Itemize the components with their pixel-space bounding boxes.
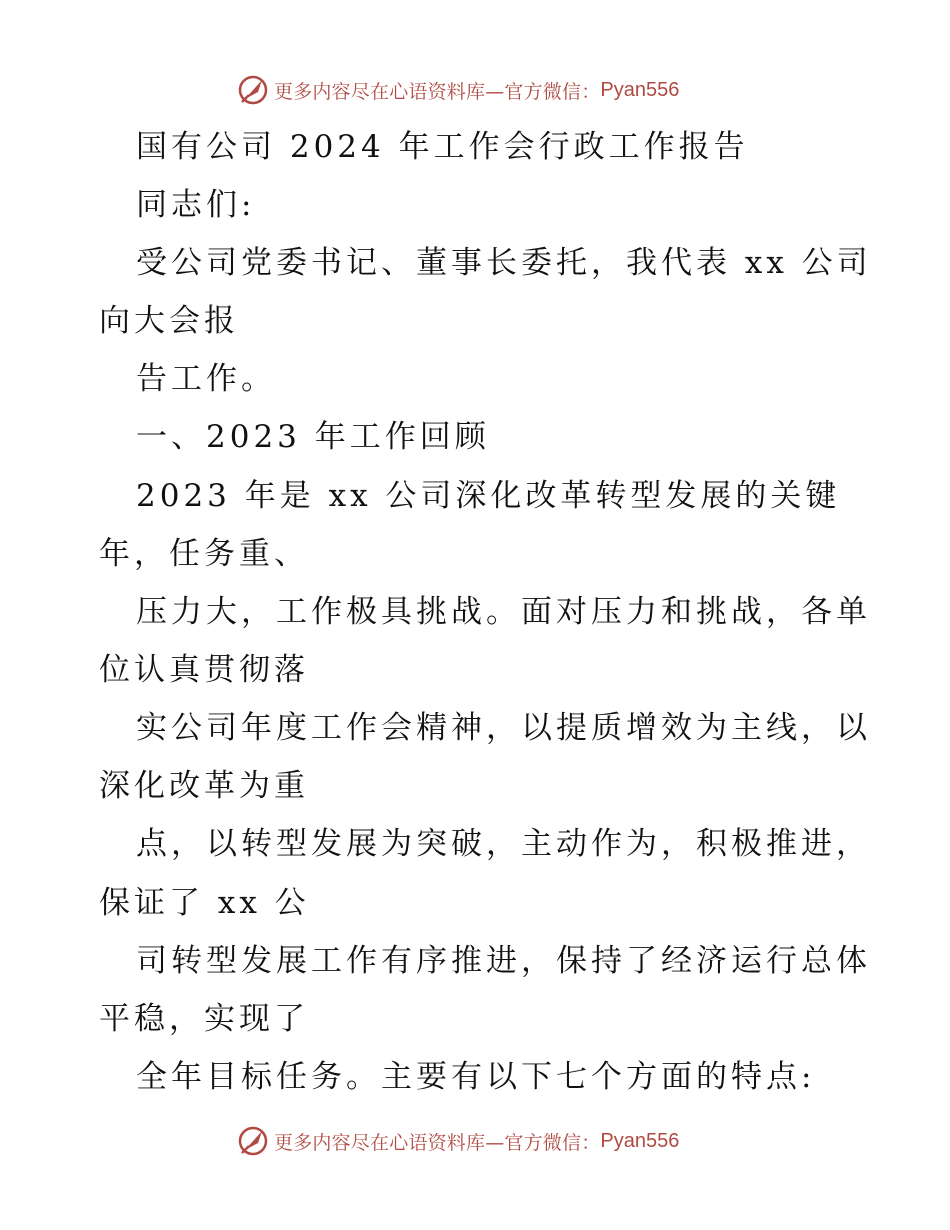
paragraph-line: 压力大，工作极具挑战。面对压力和挑战，各单 <box>136 594 871 630</box>
paragraph-line: 位认真贯彻落 <box>99 652 309 688</box>
paragraph-line: 全年目标任务。主要有以下七个方面的特点: <box>136 1059 816 1095</box>
watermark-footer <box>236 1121 679 1161</box>
watermark-wechat-id: Pyan556 <box>600 78 680 101</box>
paragraph-line: 深化改革为重 <box>99 768 309 804</box>
watermark-wechat-id: Pyan556 <box>600 1129 680 1152</box>
document-title: 国有公司 2024 年工作会行政工作报告 <box>136 129 749 165</box>
quill-logo-icon <box>236 73 270 107</box>
paragraph-line: 年，任务重、 <box>99 536 309 572</box>
paragraph-line: 向大会报 <box>99 303 239 339</box>
paragraph-line: 平稳，实现了 <box>99 1001 309 1037</box>
watermark-header <box>236 70 679 110</box>
paragraph-line: 保证了 xx 公 <box>99 885 310 921</box>
watermark-text: 更多内容尽在心语资料库—官方微信： <box>274 1131 601 1154</box>
paragraph-line: 实公司年度工作会精神，以提质增效为主线，以 <box>136 710 871 746</box>
paragraph-line: 同志们: <box>136 187 256 223</box>
watermark-text: 更多内容尽在心语资料库—官方微信： <box>274 80 601 103</box>
paragraph-line: 司转型发展工作有序推进，保持了经济运行总体 <box>136 943 871 979</box>
section-heading: 一、2023 年工作回顾 <box>136 419 490 455</box>
paragraph-line: 点，以转型发展为突破，主动作为，积极推进， <box>136 826 871 862</box>
paragraph-line: 受公司党委书记、董事长委托，我代表 xx 公司 <box>136 245 872 281</box>
quill-logo-icon <box>236 1124 270 1158</box>
paragraph-line: 2023 年是 xx 公司深化改革转型发展的关键 <box>136 478 841 514</box>
paragraph-line: 告工作。 <box>136 361 276 397</box>
